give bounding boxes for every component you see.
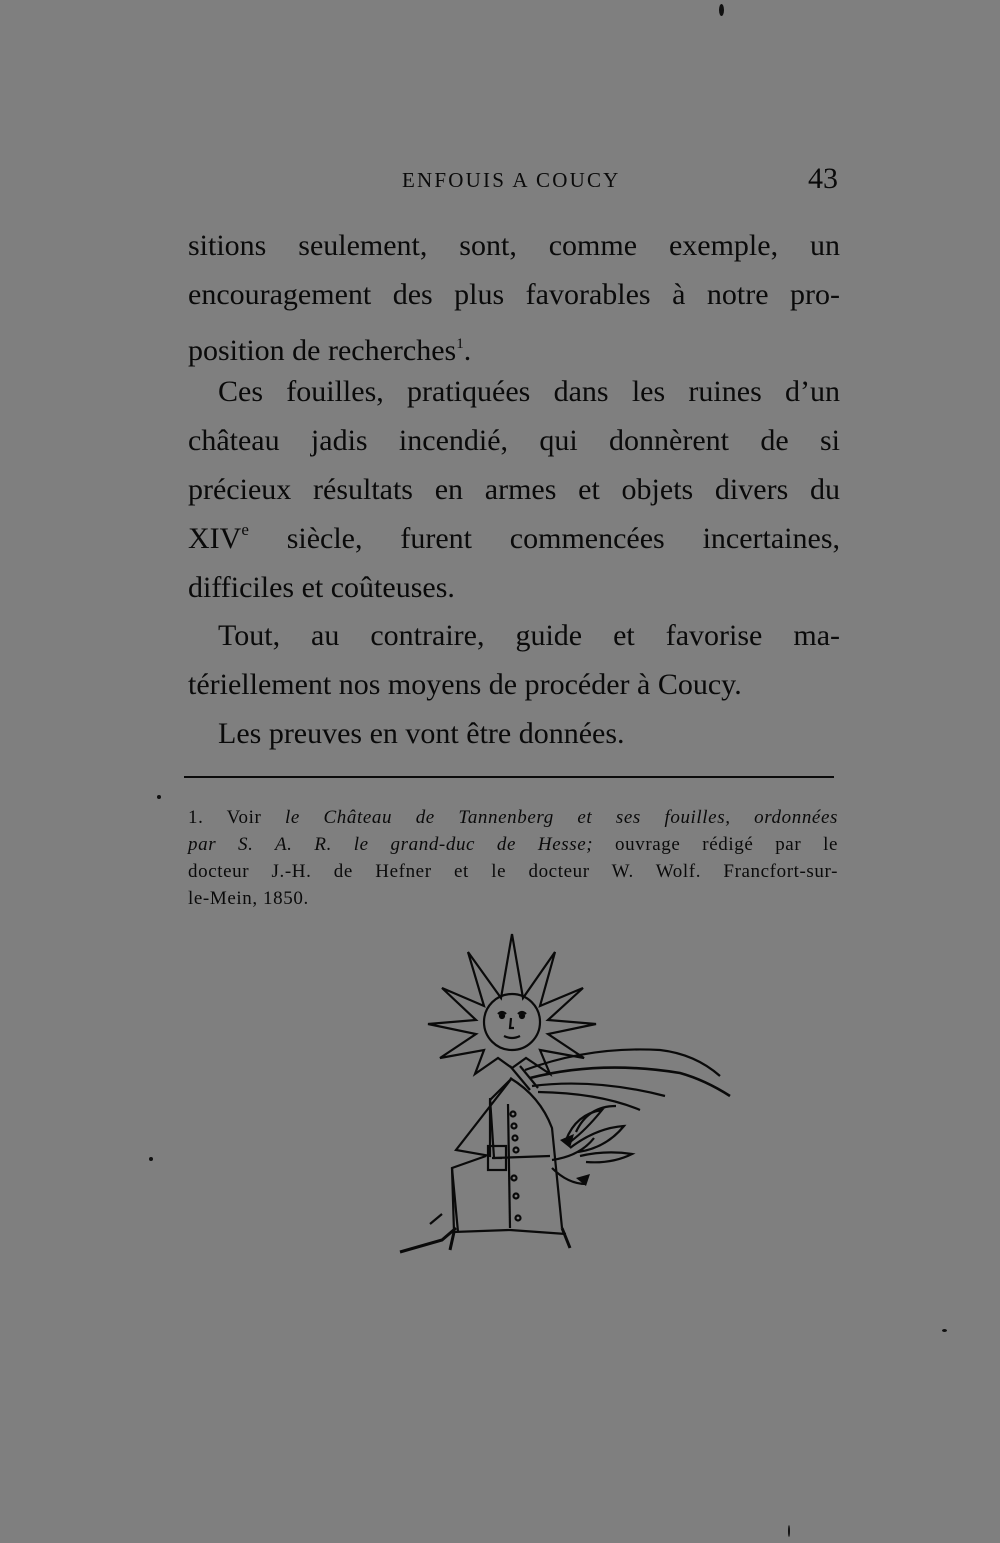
footnote-rule	[184, 776, 834, 778]
text-line: sitions seulement, sont, comme exemple, un	[188, 229, 840, 262]
line-text: position de recherches	[188, 333, 457, 367]
footnote-title-cont: par S. A. R. le grand-duc de Hesse;	[188, 834, 594, 855]
running-title: ENFOUIS A COUCY	[402, 168, 621, 192]
text-line: encouragement des plus favorables à notre pro-	[188, 277, 840, 311]
text-line	[188, 320, 840, 369]
footnote-text: ouvrage rédigé par le	[593, 834, 839, 855]
footnote-title: le Château de Tannenberg et ses fouilles, ordonnées	[285, 807, 838, 828]
footnote	[188, 804, 838, 912]
text-line: Les preuves en vont être données.	[218, 716, 625, 750]
footnote-line	[188, 831, 838, 858]
footnote-line	[188, 804, 838, 831]
footnote-line: le-Mein, 1850.	[188, 888, 309, 909]
print-speck	[788, 1525, 790, 1537]
print-speck	[942, 1329, 947, 1332]
footnote-marker: 1	[456, 335, 464, 352]
sun-knight-vignette	[380, 928, 750, 1268]
century-superscript: e	[241, 519, 249, 539]
text-line	[188, 515, 840, 564]
century-numeral: XIV	[188, 521, 242, 555]
footnote-line: docteur J.-H. de Hefner et le docteur W. Wolf. Francfort-sur-	[188, 861, 838, 882]
body-text	[188, 222, 840, 759]
print-speck	[157, 795, 161, 799]
footnote-number: 1. Voir	[188, 807, 286, 828]
print-speck	[719, 4, 724, 16]
text-line: tériellement nos moyens de procéder à Coucy.	[188, 668, 742, 702]
text-line: château jadis incendié, qui donnèrent de si	[188, 424, 840, 458]
text-line: Ces fouilles, pratiquées dans les ruines d’un	[218, 375, 840, 409]
text-line: précieux résultats en armes et objets divers du	[188, 472, 840, 506]
page-number: 43	[808, 162, 838, 195]
text-line: difficiles et coûteuses.	[188, 570, 455, 604]
line-punct: .	[463, 333, 472, 367]
text-line: Tout, au contraire, guide et favorise ma-	[218, 619, 840, 653]
line-text: siècle, furent commencées incertaines,	[248, 521, 840, 555]
print-speck	[149, 1157, 153, 1161]
